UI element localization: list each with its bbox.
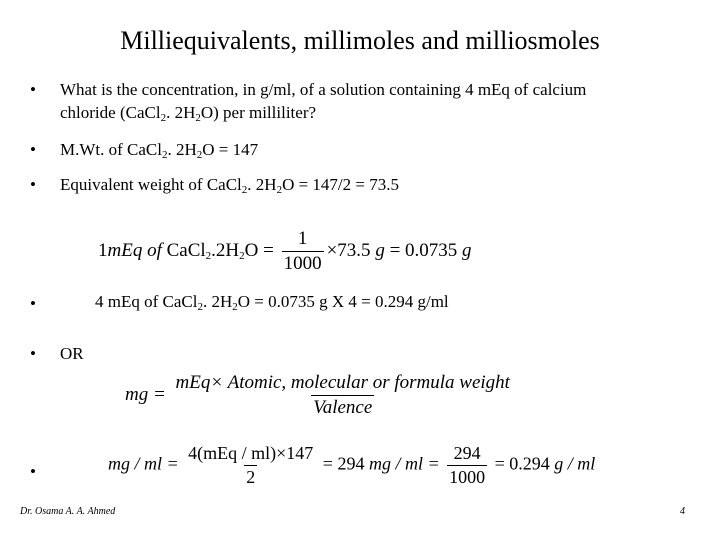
eq1-unit: g xyxy=(375,239,385,261)
question-part: chloride (CaCl xyxy=(60,103,161,122)
eq2-numerator: mEq× Atomic, molecular or formula weight xyxy=(175,372,510,393)
eq2-fraction xyxy=(174,372,512,419)
eq1-result: = 0.0735 xyxy=(389,239,458,261)
question-line-2 xyxy=(60,101,586,124)
equation-mg-per-ml xyxy=(108,443,595,488)
subscript: 2 xyxy=(241,184,248,196)
eq1-fraction xyxy=(282,228,324,275)
bullet-marker: • xyxy=(30,462,36,481)
eq1-denominator: 1000 xyxy=(283,253,322,274)
mw-part: O = 147 xyxy=(202,140,259,159)
eq1-rhs: ×73.5 xyxy=(326,239,371,261)
slide-title: Milliequivalents, millimoles and milliosmoles xyxy=(120,26,600,55)
molecular-weight-text xyxy=(60,138,258,161)
footer-author: Dr. Osama A. A. Ahmed xyxy=(20,506,116,517)
result-part: O = 0.0735 g X 4 = 0.294 g/ml xyxy=(237,292,449,311)
subscript: 2 xyxy=(239,249,245,262)
subscript: 2 xyxy=(276,184,283,196)
subscript: 2 xyxy=(162,149,168,161)
bullet-marker: • xyxy=(30,80,36,99)
eq2-lhs: mg = xyxy=(125,383,166,405)
eq1-chem: CaCl xyxy=(166,239,206,261)
ew-part: Equivalent weight of CaCl xyxy=(60,175,242,194)
mw-part: M.Wt. of CaCl xyxy=(60,140,162,159)
eq3-lhs: mg / ml = xyxy=(108,453,179,474)
eq3-rhs: = 0.294 xyxy=(494,453,550,474)
page-number: 4 xyxy=(680,506,685,517)
eq3-numerator-1: 4(mEq / ml)×147 xyxy=(188,443,314,463)
subscript: 2 xyxy=(205,249,212,262)
question-part: O) per milliliter? xyxy=(200,103,317,122)
bullet-marker: • xyxy=(30,344,36,363)
result-part: . 2H xyxy=(202,292,233,311)
bullet-marker: • xyxy=(30,140,36,159)
question-line-1: What is the concentration, in g/ml, of a solution containing 4 mEq of calcium xyxy=(60,80,587,99)
bullet-marker: • xyxy=(30,175,36,194)
eq3-denominator-2: 1000 xyxy=(449,467,486,487)
bullet-marker: • xyxy=(30,294,36,313)
eq1-lhs-unit: mEq of xyxy=(107,239,162,261)
eq2-denominator: Valence xyxy=(313,397,373,418)
eq3-mid-unit: mg / ml = xyxy=(368,453,440,474)
eq3-denominator-1: 2 xyxy=(246,467,256,487)
eq1-lhs-number: 1 xyxy=(98,239,108,261)
question-text xyxy=(60,78,586,124)
eq3-fraction-1 xyxy=(186,443,315,488)
subscript: 2 xyxy=(197,301,203,313)
result-text xyxy=(95,292,449,312)
subscript: 2 xyxy=(160,112,167,124)
mw-part: . 2H xyxy=(167,140,197,159)
subscript: 2 xyxy=(195,112,201,124)
ew-part: O = 147/2 = 73.5 xyxy=(282,175,399,194)
subscript: 2 xyxy=(196,149,203,161)
equation-mg-formula xyxy=(125,372,515,419)
equation-mEq-conversion xyxy=(98,228,472,275)
eq3-fraction-2 xyxy=(447,443,487,488)
result-part: 4 mEq of CaCl xyxy=(95,292,198,311)
eq3-numerator-2: 294 xyxy=(453,443,481,463)
eq1-chem: O = xyxy=(244,239,274,261)
eq1-numerator: 1 xyxy=(297,228,308,249)
subscript: 2 xyxy=(232,301,238,313)
ew-part: . 2H xyxy=(247,175,277,194)
equivalent-weight-text xyxy=(60,173,399,196)
eq3-rhs-unit: g / ml xyxy=(554,453,596,474)
eq1-unit: g xyxy=(462,239,472,261)
question-part: . 2H xyxy=(166,103,196,122)
eq3-mid: = 294 xyxy=(322,453,365,474)
or-text: OR xyxy=(60,344,84,363)
eq1-chem: .2H xyxy=(211,239,240,261)
